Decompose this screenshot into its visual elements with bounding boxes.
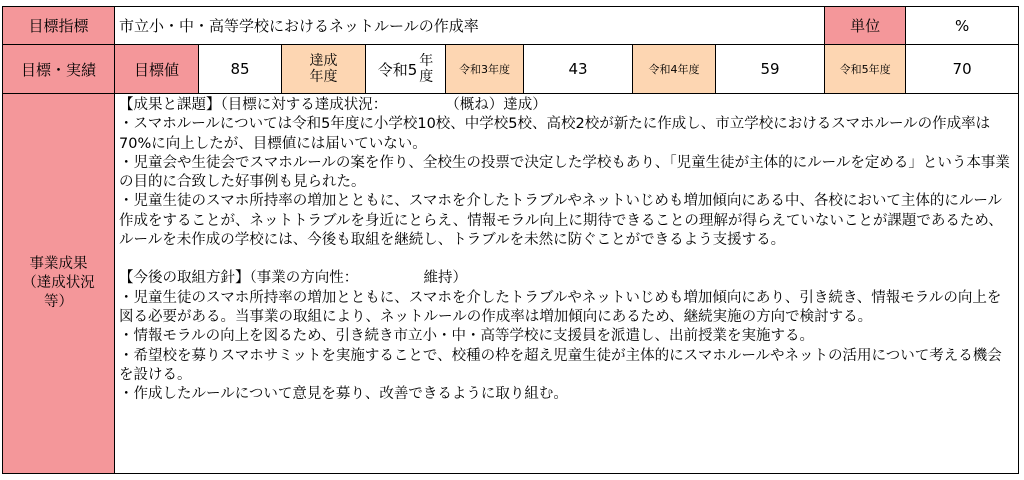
achievement-year-label bbox=[282, 45, 366, 94]
results-row-label bbox=[3, 94, 115, 474]
policy-paragraph-3: ・希望校を募りスマホサミットを実施することで、校種の枠を超え児童生徒が主体的にスマホルールやネットの活用について考える機会を設ける。 bbox=[119, 347, 1002, 383]
results-paragraph-2: ・児童会や生徒会でスマホルールの案を作り、全校生の投票で決定した学校もあり、「児童生徒が主体的にルールを定める」という本事業の目的に合致した好事例も見られた。 bbox=[119, 154, 1010, 191]
achievement-year-label-line1: 達成 bbox=[309, 53, 338, 69]
indicator-label-text: 目標指標 bbox=[28, 17, 89, 35]
results-row-label-line3: 等） bbox=[44, 294, 73, 310]
actual-year-2-label bbox=[633, 45, 716, 94]
actual-year-1-value bbox=[524, 45, 633, 94]
actual-year-3-label-text: 令和5年度 bbox=[839, 63, 891, 76]
policy-paragraph-4: ・作成したルールについて意見を募り、改善できるように取り組む。 bbox=[119, 386, 568, 403]
unit-value bbox=[906, 7, 1019, 45]
achievement-year-suffix1: 年 bbox=[419, 53, 434, 69]
indicator-value bbox=[115, 7, 825, 45]
results-row-label-line2: （達成状況 bbox=[22, 275, 95, 291]
actual-year-3-value bbox=[906, 45, 1019, 94]
indicator-label bbox=[3, 7, 115, 45]
achievement-year-label-line2: 年度 bbox=[309, 69, 338, 85]
target-row-label bbox=[3, 45, 115, 94]
results-row bbox=[3, 94, 1019, 474]
achievement-year-value bbox=[366, 45, 446, 94]
results-paragraph-1: ・スマホルールについては令和5年度に小学校10校、中学校5校、高校2校が新たに作成し、市立学校におけるスマホルールの作成率は70%に向上したが、目標値には届いていない。 bbox=[119, 116, 991, 152]
evaluation-table bbox=[2, 6, 1019, 474]
indicator-value-text: 市立小・中・高等学校におけるネットルールの作成率 bbox=[119, 17, 479, 35]
policy-paragraph-2: ・情報モラルの向上を図るため、引き続き市立小・中・高等学校に支援員を派遣し、出前授業を実施する。 bbox=[119, 328, 814, 345]
actual-year-1-label-text: 令和3年度 bbox=[459, 63, 510, 76]
actual-year-3-value-text: 70 bbox=[952, 60, 972, 78]
target-value-label-text: 目標値 bbox=[133, 60, 179, 79]
results-paragraph-3: ・児童生徒のスマホ所持率の増加とともに、スマホを介したトラブルやネットいじめも増加傾向にある中、各校において主体的にルール作成をすることが、ネットトラブルを身近にとらえ、情報モラル向上に期待できることの理解が得らえていないことが課題であるため、ルールを未作成の学校には、今後も取組を継続し、トラブルを未然に防ぐことができるよう支援する。 bbox=[119, 193, 1003, 249]
results-body bbox=[115, 94, 1019, 474]
unit-label-text: 単位 bbox=[850, 17, 881, 35]
actual-year-1-value-text: 43 bbox=[568, 60, 588, 78]
target-value-text: 85 bbox=[230, 60, 250, 78]
target-row bbox=[3, 45, 1019, 94]
actual-year-2-value bbox=[716, 45, 825, 94]
achievement-year-layout bbox=[378, 53, 434, 85]
unit-label bbox=[825, 7, 906, 45]
results-row-label-line1: 事業成果 bbox=[29, 256, 88, 272]
policy-paragraph-1: ・児童生徒のスマホ所持率の増加とともに、スマホを介したトラブルやネットいじめも増加傾向にあり、引き続き、情報モラルの向上を図る必要がある。当事業の取組により、ネットルールの作成率は増加傾向にあるため、継続実施の方向で検討する。 bbox=[119, 289, 1002, 325]
target-value bbox=[199, 45, 282, 94]
section-gap bbox=[119, 250, 1014, 269]
achievement-year-suffix bbox=[419, 53, 433, 85]
achievement-year-era-text: 令和5 bbox=[377, 60, 418, 79]
results-heading: 【成果と課題】（目標に対する達成状況： （概ね）達成） bbox=[119, 97, 547, 113]
actual-year-1-label bbox=[446, 45, 524, 94]
unit-value-text: % bbox=[954, 16, 970, 35]
policy-heading: 【今後の取組方針】（事業の方向性： 維持） bbox=[119, 270, 467, 287]
target-value-label bbox=[115, 45, 199, 94]
target-row-label-text: 目標・実績 bbox=[20, 60, 96, 79]
achievement-year-era bbox=[378, 53, 420, 85]
actual-year-2-value-text: 59 bbox=[760, 60, 780, 78]
indicator-row bbox=[3, 7, 1019, 45]
actual-year-3-label bbox=[825, 45, 906, 94]
achievement-year-suffix2: 度 bbox=[419, 69, 434, 85]
actual-year-2-label-text: 令和4年度 bbox=[648, 63, 700, 76]
